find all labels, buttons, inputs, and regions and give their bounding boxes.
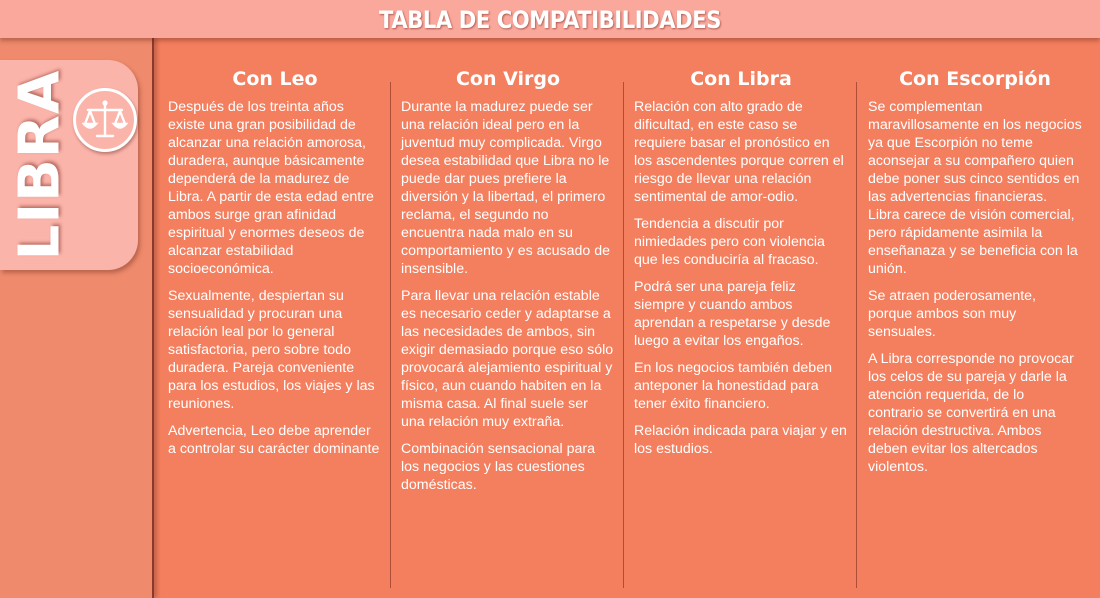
column-escorpion xyxy=(868,68,1082,485)
paragraph: Advertencia, Leo debe aprender a controlar su carácter dominante xyxy=(168,423,380,457)
paragraph: Después de los treinta años existe una gran posibilidad de alcanzar una relación amorosa, duradera, aunque básicamente dependerá de la madurez de Libra. A partir de esta edad entre ambos surge gran afinidad espiritual y enormes deseos de alcanzar estabilidad socioeconómica. xyxy=(168,99,374,277)
column-leo xyxy=(168,68,382,467)
page-title: TABLA DE COMPATIBILIDADES xyxy=(379,6,721,34)
paragraph: Durante la madurez puede ser una relación ideal pero en la juventud muy complicada. Virgo desea estabilidad que Libra no le puede dar pues prefiere la diversión y la libertad, el primero reclama, el segundo no encuentra nada malo en su comportamiento y es acusado de insensible. xyxy=(401,99,610,277)
column-divider xyxy=(390,82,391,588)
column-divider xyxy=(623,82,624,588)
column-virgo xyxy=(401,68,615,503)
column-title: Con Escorpión xyxy=(899,68,1051,90)
column-libra xyxy=(634,68,848,467)
paragraph: Tendencia a discutir por nimiedades pero con violencia que les conduciría al fracaso. xyxy=(634,216,825,268)
libra-scales-icon xyxy=(73,88,137,152)
paragraph: Podrá ser una pareja feliz siempre y cuando ambos aprendan a respetarse y desde luego a evitar los engaños. xyxy=(634,279,831,349)
column-title: Con Virgo xyxy=(455,68,561,90)
header-bar xyxy=(0,0,1100,38)
paragraph: Para llevar una relación estable es necesario ceder y adaptarse a las necesidades de ambos, sin exigir demasiado porque eso sólo provocará alejamiento espiritual y físico, aun cuando habiten en la misma casa. Al final suele ser una relación muy extraña. xyxy=(401,288,614,430)
paragraph: Sexualmente, despiertan su sensualidad y procuran una relación leal por lo general satisfactoria, pero sobre todo duradera. Pareja conveniente para los estudios, los viajes y las reuniones. xyxy=(168,288,375,412)
paragraph: Combinación sensacional para los negocios y las cuestiones domésticas. xyxy=(401,441,596,493)
column-title: Con Libra xyxy=(690,68,792,90)
sign-name: LIBRA xyxy=(7,69,73,261)
paragraph: A Libra corresponde no provocar los celos de su pareja y darle la atención requerida, de lo contrario se convertirá en una relación destructiva. Ambos deben evitar los altercados violentos. xyxy=(868,351,1074,475)
paragraph: Se atraen poderosamente, porque ambos son muy sensuales. xyxy=(868,288,1036,340)
paragraph: En los negocios también deben anteponer la honestidad para tener éxito financiero. xyxy=(634,360,832,412)
column-title: Con Leo xyxy=(232,68,318,90)
paragraph: Relación con alto grado de dificultad, en este caso se requiere basar el pronóstico en los ascendentes porque corren el riesgo de llevar una relación sentimental de amor-odio. xyxy=(634,99,844,205)
column-divider xyxy=(856,82,857,588)
paragraph: Se complementan maravillosamente en los negocios ya que Escorpión no teme aconsejar a su compañero quien debe poner sus cinco sentidos en las advertencias financieras. Libra carece de visión comercial, pero rápidamente asimila la enseñanaza y se beneficia con la unión. xyxy=(868,99,1082,277)
paragraph: Relación indicada para viajar y en los estudios. xyxy=(634,423,847,457)
sign-tab xyxy=(0,60,138,270)
sidebar xyxy=(0,38,154,598)
compatibility-columns xyxy=(158,68,1100,593)
